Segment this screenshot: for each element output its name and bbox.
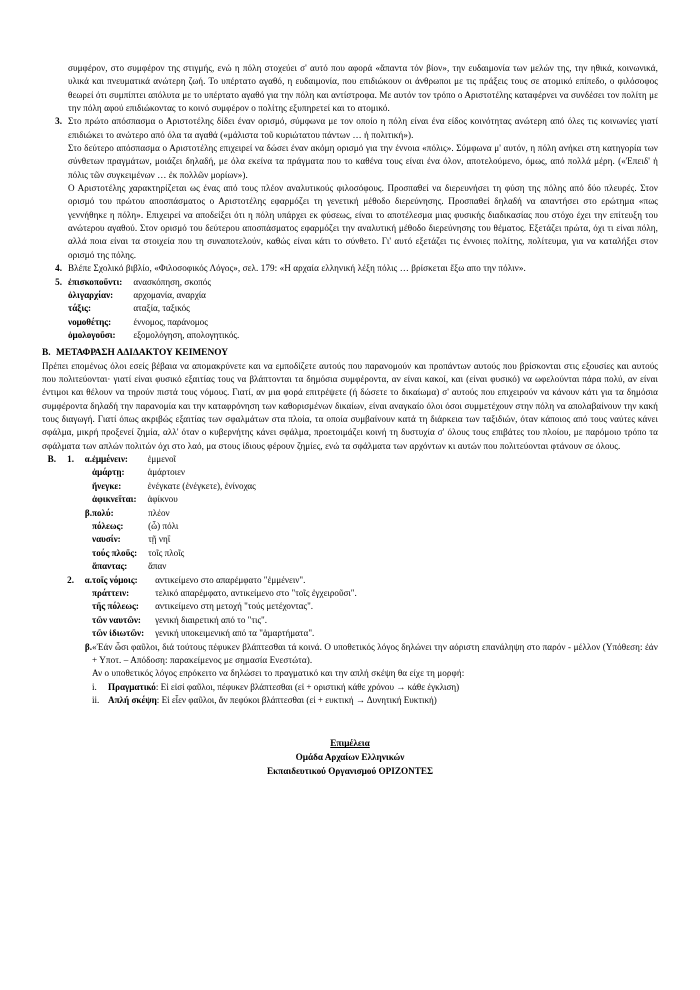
vocab-term: ἁμάρτῃ: bbox=[92, 467, 125, 478]
vocab-term: τῶν ἰδιωτῶν: bbox=[92, 628, 145, 639]
roman-body bbox=[108, 694, 437, 707]
table-row bbox=[92, 574, 357, 587]
table-row bbox=[92, 507, 184, 520]
list-item-5 bbox=[42, 276, 658, 343]
vocab-gloss: (ὦ) πόλι bbox=[148, 520, 179, 531]
table-row bbox=[92, 466, 256, 479]
vocab-gloss: εξομολόγηση, απολογητικός. bbox=[133, 330, 240, 341]
exercise-2b bbox=[74, 641, 658, 708]
exercise-group-2-body bbox=[74, 574, 658, 708]
list-marker-4: 4. bbox=[55, 263, 62, 274]
vocab-term: ἤνεγκε: bbox=[92, 480, 122, 491]
footer-line-2: Ομάδα Αρχαίων Ελληνικών bbox=[295, 752, 405, 763]
table-row bbox=[92, 587, 357, 600]
table-row bbox=[92, 493, 256, 506]
vocab-term: ἅπαντας: bbox=[92, 561, 128, 572]
vocab-gloss: ἅπαν bbox=[148, 561, 167, 572]
vocab-gloss: αντικείμενο στο απαρέμφατο "ἐμμένειν". bbox=[155, 574, 306, 585]
list-item-4-body bbox=[68, 262, 658, 275]
vocab-gloss: τοῖς πλοῖς bbox=[148, 547, 185, 558]
paragraph: Βλέπε Σχολικό βιβλίο, «Φιλοσοφικός Λόγος», σελ. 179: «Η αρχαία ελληνική λέξη πόλις … βρίσκεται ἔξω απο την πόλιν». bbox=[68, 263, 526, 274]
vocab-gloss: αρχομανία, αναρχία bbox=[133, 289, 206, 300]
list-item-3-body bbox=[68, 115, 658, 262]
list-marker-3: 3. bbox=[55, 116, 62, 127]
roman-item-i bbox=[92, 681, 658, 694]
paragraph: «Ἐάν ὦσι φαῦλοι, διά τούτους πέφυκεν βλάπτεσθαι τά κοινά. Ο υποθετικός λόγος δηλώνει την αόριστη επανάληψη στο παρόν - μέλλον (Υπόθεση: ἐάν + Υποτ. – Απόδοση: παρακείμενος με σημασία Ενεστώτα). bbox=[92, 641, 658, 665]
vocab-term: ὀλιγαρχίαν: bbox=[68, 289, 114, 300]
section-b-exercise-body bbox=[56, 453, 658, 708]
vocab-gloss: ἁμάρτοιεν bbox=[147, 467, 186, 478]
vocab-gloss: ἐνέγκατε (ἐνέγκετε), ἐνίνοχας bbox=[147, 480, 256, 491]
footer-line-3: Εκπαιδευτικού Οργανισμού ΟΡΙΖΟΝΤΕΣ bbox=[266, 765, 434, 776]
table-row bbox=[92, 627, 357, 640]
vocab-term: ἀφικνεῖται: bbox=[92, 494, 137, 505]
exercise-2a-label: α. bbox=[84, 574, 92, 585]
vocab-term: ναυσίν: bbox=[92, 534, 121, 545]
vocab-gloss: γενική υποκειμενική από τα "ἁμαρτήματα". bbox=[155, 628, 315, 639]
exercise-1a-body bbox=[92, 453, 658, 507]
section-b-translation: Πρέπει επομένως όλοι εσείς βέβαια να απομακρύνετε και να εμποδίζετε αυτούς που παρανομούν και προπάντων αυτούς που βρίσκονται στις εξουσίες και αυτούς που πολιτεύονται· γιατί είναι φυσικό εξαιτίας τους να βλάπτονται τα δημόσια συμφέροντα, αν είναι κακοί, και (είναι φυσικό) να ωφελούνται πάρα πολύ, αν είναι έντιμοι και θέλουν να τηρούν πιστά τους νόμους. Γιατί, αν μια φορά επιτρέψετε (ή δώσετε το δικαίωμα) σ' αυτούς που επιχειρούν να κάνουν κάτι για τα δημόσια συμφέροντα δηλαδή την παρανομία και την καταφρόνηση των καθορισμένων δικαίων, είναι αναγκαίο όλοι όσοι συμμετέχουν στην πόλη να απολαβαίνουν την κακή τους διαγωγή. Γιατί όπως ακριβώς εξαιτίας των σφαλμάτων στα πλοία, τα οποία συμβαίνουν κατά τη διάρκεια των ταξιδιών, όταν κάποιος από τους ναύτες κάνει σφάλμα, μικρή προξενεί ζημία, αλλ' όταν ο κυβερνήτης κάνει σφάλμα, προετοιμάζει κοινή τη δυστυχία σ' όλους τους επιβάτες του πλοίου, με παρόμοιο τρόπο τα σφάλματα των απλών πολιτών όχι στο λαό, μα στους ίδιους φέρουν ζημίες, ενώ τα σφάλματα των αρχόντων κι αυτών που πολιτεύονται φτάνουν σε όλους. bbox=[42, 360, 658, 451]
paragraph: Στο δεύτερο απόσπασμα ο Αριστοτέλης επιχειρεί να δώσει έναν ακόμη ορισμό για την έννοια «πόλις». Σύμφωνα μ' αυτόν, η πόλη ανήκει στη κατηγορία των σύνθετων πραγμάτων, μοιάζει δηλαδή, με όλα εκείνα τα πράγματα που το καθένα τους είναι ένα όλον, αποτελούμενο, όμως, από πολλά μέρη. («Ἐπειδ' ἡ πόλις τῶν συγκειμένων … ἐκ πολλῶν μορίων»). bbox=[68, 143, 658, 180]
roman-marker: i. bbox=[92, 681, 97, 692]
table-row bbox=[92, 453, 256, 466]
table-row bbox=[68, 329, 239, 342]
continued-paragraph: συμφέρον, στο συμφέρον της στιγμής, ενώ η πόλη στοχεύει σ' αυτό που αφορά «ἅπαντα τόν βίον», την ευδαιμονία των μελών της, την ηθικά, κοινωνικά, υλικά και πνευματικά ανώτερη ζωή. Το υπέρτατο αγαθό, η ευδαιμονία, που επιδιώκουν οι άνθρωποι με τις πράξεις τους σε ατομικό επίπεδο, ο φιλόσοφος θεωρεί ότι συμπίπτει απόλυτα με το υπέρτατο αγαθό για την πόλη και αντίστροφα. Με αυτόν τον τρόπο ο Αριστοτέλης καταφέρνει να συνδέσει τον πολίτη με την πόλη αφού επιδιώκοντας το κοινό συμφέρον ο πολίτης εξυπηρετεί και το ατομικό. bbox=[68, 63, 658, 114]
vocab-gloss: ἀφίκνου bbox=[147, 494, 178, 505]
vocab-term: τῆς πόλεως: bbox=[92, 601, 139, 612]
vocab-term: πόλεως: bbox=[92, 520, 124, 531]
vocab-gloss: τελικό απαρέμφατο, αντικείμενο στο "τοῖς ἐγχειροῦσι". bbox=[155, 588, 357, 598]
exercise-group-1-number: 1. bbox=[67, 453, 74, 464]
footer-credits bbox=[42, 737, 658, 778]
exercise-1b bbox=[74, 507, 658, 574]
roman-item-ii bbox=[92, 694, 658, 707]
vocabulary-table-1a bbox=[92, 453, 256, 507]
table-row bbox=[92, 600, 357, 613]
table-row bbox=[92, 533, 184, 546]
table-row bbox=[92, 520, 184, 533]
exercise-group-1-body bbox=[74, 453, 658, 574]
vocabulary-table-1b bbox=[92, 507, 184, 574]
table-row bbox=[92, 547, 184, 560]
vocab-gloss: γενική διαιρετική από το "τις". bbox=[155, 614, 268, 625]
vocab-term: τῶν ναυτῶν: bbox=[92, 614, 141, 625]
table-row bbox=[68, 276, 239, 289]
table-row bbox=[92, 560, 184, 573]
vocab-gloss: έννομος, παράνομος bbox=[133, 316, 208, 327]
exercise-group-2-number: 2. bbox=[67, 574, 74, 585]
roman-marker: ii. bbox=[92, 695, 100, 706]
section-b-heading bbox=[42, 346, 658, 360]
exercise-2a bbox=[74, 574, 658, 641]
vocab-gloss: αντικείμενο στη μετοχή "τούς μετέχοντας". bbox=[155, 601, 314, 612]
vocabulary-table-5 bbox=[68, 276, 239, 343]
paragraph: Αν ο υποθετικός λόγος επρόκειτο να δηλώσει το πραγματικό και την απλή σκέψη θα είχε τη μορφή: bbox=[92, 668, 465, 679]
footer-line-1: Επιμέλεια bbox=[330, 738, 370, 749]
table-row bbox=[68, 302, 239, 315]
exercise-2b-body bbox=[92, 641, 658, 708]
paragraph: Ο Αριστοτέλης χαρακτηρίζεται ως ένας από τους πλέον αναλυτικούς φιλοσόφους. Προσπαθεί να διερευνήσει τη φύση της πόλης από δύο πλευρές. Στον ορισμό του πρώτου αποσπάσματος ο Αριστοτέλης εφαρμόζει τη γενετική μέθοδο διερεύνησης. Προσπαθεί δηλαδή να απαντήσει στο ερώτημα «πως γεννήθηκε η πόλη». Επιχειρεί να αποδείξει ότι η πόλη υπάρχει εκ φύσεως, είναι το αποτέλεσμα μιας φυσικής διαδικασίας που στόχο έχει την επίτευξη του ανώτερου αγαθού. Στον ορισμό του δεύτερου αποσπάσματος εφαρμόζει την αναλυτική μέθοδο διερεύνησης του θέματος. Εξετάζει πρώτα, όχι τι είναι πόλη, αλλά ποια είναι τα στοιχεία που τη συναποτελούν, καθώς είναι κάτι το σύνθετο. Γι' αυτό εξετάζει τις έννοιες πολίτης, πολίτευμα, για να καταλήξει στον ορισμό της πόλης. bbox=[68, 183, 658, 260]
exercise-1a-label: α. bbox=[84, 453, 92, 464]
table-row bbox=[68, 316, 239, 329]
roman-body bbox=[108, 681, 459, 694]
exercise-1a bbox=[74, 453, 658, 507]
vocab-term: τοῖς νόμοις: bbox=[92, 574, 138, 585]
paragraph: Στο πρώτο απόσπασμα ο Αριστοτέλης δίδει έναν ορισμό, σύμφωνα με τον οποίο η πόλη είναι ένα είδος κοινότητας ανώτερη από όλες τις κοινωνίες γιατί επιδιώκει το ανώτερο από όλα τα αγαθά («μάλιστα τοῦ κυριώτατου πάντων … ἡ πολιτική»). bbox=[68, 116, 658, 140]
vocab-gloss: αταξία, ταξικός bbox=[133, 303, 190, 314]
exercise-2b-label: β. bbox=[84, 641, 92, 652]
table-row bbox=[92, 480, 256, 493]
vocab-term: τούς πλοῦς: bbox=[92, 547, 138, 558]
vocab-term: τάξις: bbox=[68, 303, 92, 314]
vocab-gloss: τῇ νηΐ bbox=[148, 534, 171, 545]
table-row bbox=[68, 289, 239, 302]
list-item-4 bbox=[42, 262, 658, 275]
roman-lead: Απλή σκέψη bbox=[108, 695, 157, 706]
roman-rest: : Εἰ εἶεν φαῦλοι, ἄν πεφύκοι βλάπτεσθαι (εἰ + ευκτική → Δυνητική Ευκτική) bbox=[156, 695, 437, 706]
vocab-term: ἐπισκοποῦντι: bbox=[68, 276, 123, 287]
vocab-gloss: πλέον bbox=[148, 507, 170, 518]
section-b-exercises bbox=[42, 453, 658, 708]
section-b-exercise-letter: Β. bbox=[47, 453, 56, 464]
vocab-term: ἐμμένειν: bbox=[92, 453, 128, 464]
exercise-2a-body bbox=[92, 574, 658, 641]
section-b-title: ΜΕΤΑΦΡΑΣΗ ΑΔΙΔΑΚΤΟΥ ΚΕΙΜΕΝΟΥ bbox=[56, 347, 229, 358]
vocab-term: νομοθέτης: bbox=[68, 316, 112, 327]
exercise-group-2 bbox=[56, 574, 658, 708]
vocab-gloss: ανασκόπηση, σκοπός bbox=[133, 276, 211, 287]
vocab-gloss: ἐμμενοῖ bbox=[147, 453, 177, 464]
roman-lead: Πραγματικό bbox=[108, 681, 156, 692]
continued-paragraph-block bbox=[42, 62, 658, 115]
vocab-term: πολύ: bbox=[92, 507, 114, 518]
list-item-3 bbox=[42, 115, 658, 262]
table-row bbox=[92, 614, 357, 627]
section-b-letter: Β. bbox=[42, 347, 51, 358]
vocab-term: πράττειν: bbox=[92, 588, 130, 598]
list-item-5-body bbox=[68, 276, 658, 343]
list-marker-5: 5. bbox=[55, 276, 62, 287]
syntax-table-2a bbox=[92, 574, 357, 641]
vocab-term: ὁμολογοῦσι: bbox=[68, 330, 116, 341]
exercise-1b-label: β. bbox=[84, 507, 92, 518]
exercise-group-1 bbox=[56, 453, 658, 574]
roman-rest: : Εἰ εἰσί φαῦλοι, πέφυκεν βλάπτεσθαι (εἰ + οριστική κάθε χρόνου → κάθε έγκλιση) bbox=[155, 681, 460, 692]
exercise-1b-body bbox=[92, 507, 658, 574]
